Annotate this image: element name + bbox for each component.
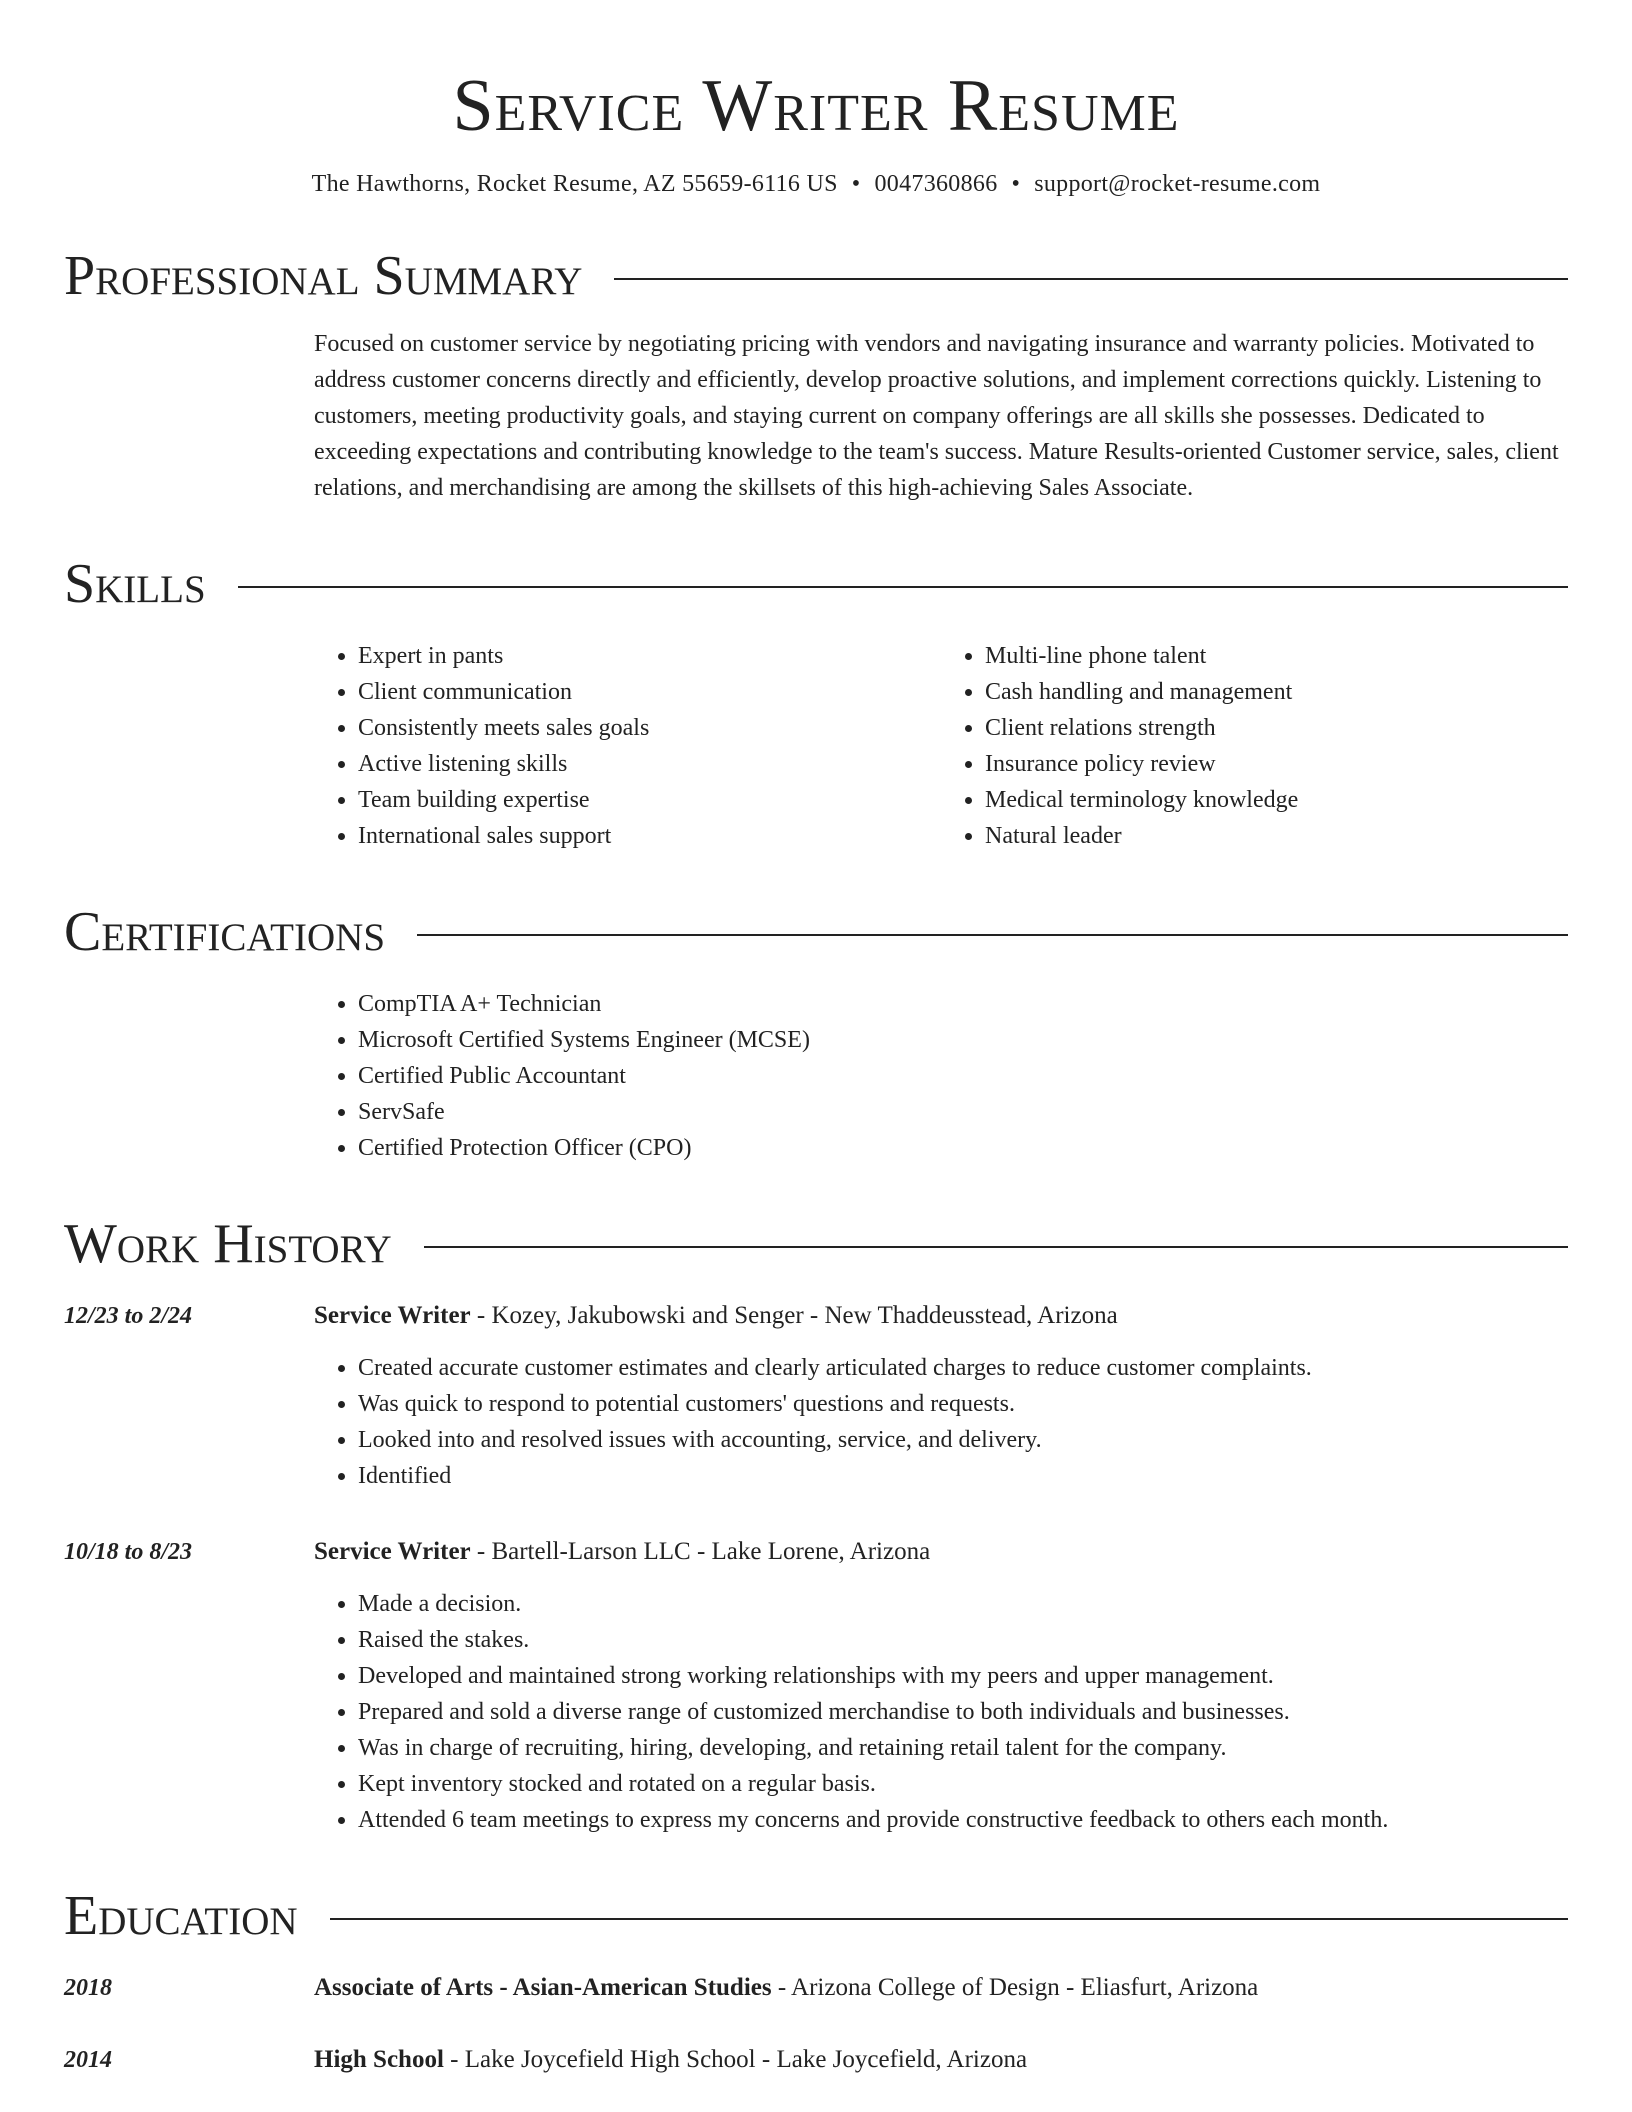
job-bullet: • Was in charge of recruiting, hiring, developing, and retaining retail talent for the company. <box>358 1730 1568 1766</box>
job-entry <box>64 1298 1568 1494</box>
job-title: Service Writer <box>314 1538 471 1566</box>
job-bullet: • Identified <box>358 1458 1568 1494</box>
education-entry <box>64 2042 1568 2078</box>
skill-item: • Team building expertise <box>358 782 941 818</box>
resume-page <box>64 0 1568 2078</box>
skills-section-header <box>64 553 1568 616</box>
contact-separator: • <box>851 171 861 198</box>
skill-item: • Active listening skills <box>358 746 941 782</box>
job-bullet: • Made a decision. <box>358 1586 1568 1622</box>
work-heading: Work History <box>64 1213 392 1276</box>
section-divider <box>330 1918 1568 1920</box>
job-bullet: • Prepared and sold a diverse range of customized merchandise to both individuals and businesses. <box>358 1694 1568 1730</box>
contact-email[interactable]: support@rocket-resume.com <box>1034 171 1321 198</box>
skill-item: • Insurance policy review <box>985 746 1568 782</box>
summary-heading: Professional Summary <box>64 245 583 308</box>
contact-phone: 0047360866 <box>874 171 998 198</box>
certifications-heading: Certifications <box>64 901 386 964</box>
job-entry <box>64 1534 1568 1838</box>
summary-section-header <box>64 245 1568 308</box>
skill-item: • Expert in pants <box>358 638 941 674</box>
education-degree: Associate of Arts - Asian-American Studies <box>314 1974 772 2002</box>
certifications-list <box>314 986 1568 1166</box>
job-bullet: • Attended 6 team meetings to express my concerns and provide constructive feedback to others each month. <box>358 1802 1568 1838</box>
skill-item: • Client relations strength <box>985 710 1568 746</box>
skills-heading: Skills <box>64 553 206 616</box>
education-heading-line <box>314 1970 1568 2006</box>
education-degree: High School <box>314 2046 444 2074</box>
skills-list-left <box>314 638 941 854</box>
certification-item: • ServSafe <box>358 1094 1568 1130</box>
job-dates: 10/18 to 8/23 <box>64 1539 193 1566</box>
education-section-header <box>64 1885 1568 1948</box>
skill-item: • Client communication <box>358 674 941 710</box>
summary-text: Focused on customer service by negotiating pricing with vendors and navigating insurance and warranty policies. Motivated to address customer concerns directly and efficiently, develop proactive solutions, and implement corrections quickly. Listening to customers, meeting productivity goals, and staying current on company offerings are all skills she possesses. Dedicated to exceeding expectations and contributing knowledge to the team's success. Mature Results-oriented Customer service, sales, client relations, and merchandising are among the skillsets of this high-achieving Sales Associate. <box>314 331 1559 502</box>
certification-item: • Microsoft Certified Systems Engineer (MCSE) <box>358 1022 1568 1058</box>
job-bullet: • Developed and maintained strong working relationships with my peers and upper management. <box>358 1658 1568 1694</box>
certifications-section-header <box>64 901 1568 964</box>
section-divider <box>614 278 1568 280</box>
resume-title: Service Writer Resume <box>452 65 1180 147</box>
section-divider <box>424 1246 1568 1248</box>
skill-item: • Multi-line phone talent <box>985 638 1568 674</box>
education-school: - Lake Joycefield High School - Lake Joycefield, Arizona <box>443 2046 1028 2074</box>
job-dates: 12/23 to 2/24 <box>64 1303 193 1330</box>
job-bullet: • Kept inventory stocked and rotated on a regular basis. <box>358 1766 1568 1802</box>
job-employer: - Bartell-Larson LLC - Lake Lorene, Arizona <box>470 1538 931 1566</box>
skill-item: • International sales support <box>358 818 941 854</box>
job-bullets <box>314 1350 1568 1494</box>
education-entry <box>64 1970 1568 2006</box>
education-heading: Education <box>64 1885 298 1948</box>
education-heading-line <box>314 2042 1568 2078</box>
skill-item: • Cash handling and management <box>985 674 1568 710</box>
section-divider <box>417 934 1568 936</box>
skill-item: • Consistently meets sales goals <box>358 710 941 746</box>
certification-item: • CompTIA A+ Technician <box>358 986 1568 1022</box>
job-bullet: • Raised the stakes. <box>358 1622 1568 1658</box>
education-year: 2018 <box>64 1975 112 2002</box>
section-divider <box>238 586 1568 588</box>
contact-separator: • <box>1011 171 1021 198</box>
skills-columns <box>314 638 1568 854</box>
education-year: 2014 <box>64 2047 112 2074</box>
job-bullet: • Created accurate customer estimates and clearly articulated charges to reduce customer complaints. <box>358 1350 1568 1386</box>
certification-item: • Certified Public Accountant <box>358 1058 1568 1094</box>
work-section-header <box>64 1213 1568 1276</box>
contact-line <box>64 171 1568 198</box>
job-bullets <box>314 1586 1568 1838</box>
certification-item: • Certified Protection Officer (CPO) <box>358 1130 1568 1166</box>
skill-item: • Medical terminology knowledge <box>985 782 1568 818</box>
education-school: - Arizona College of Design - Eliasfurt, Arizona <box>771 1974 1259 2002</box>
job-bullet: • Looked into and resolved issues with accounting, service, and delivery. <box>358 1422 1568 1458</box>
job-heading <box>314 1534 1568 1570</box>
skill-item: • Natural leader <box>985 818 1568 854</box>
job-employer: - Kozey, Jakubowski and Senger - New Thaddeusstead, Arizona <box>470 1302 1118 1330</box>
job-title: Service Writer <box>314 1302 471 1330</box>
job-heading <box>314 1298 1568 1334</box>
skills-list-right <box>941 638 1568 854</box>
contact-address: The Hawthorns, Rocket Resume, AZ 55659-6116 US <box>311 171 838 198</box>
job-bullet: • Was quick to respond to potential customers' questions and requests. <box>358 1386 1568 1422</box>
